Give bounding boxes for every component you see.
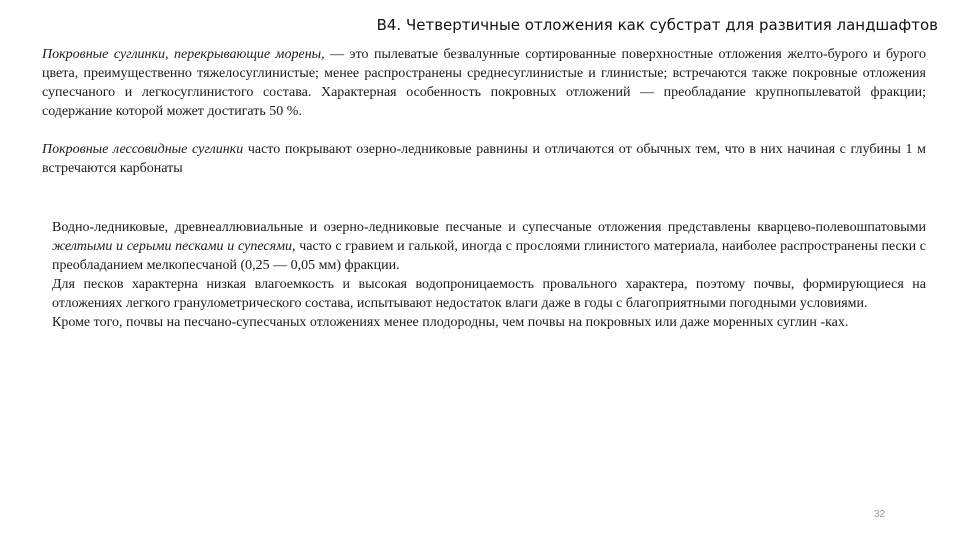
sandy-deposits-description <box>52 218 926 275</box>
paragraph-cover-loams-text: — это пылеватые безвалунные сортированные поверхностные отложения желто-бурого и бурого цвета, преимущественно тяжелосуглинистые; менее распространены среднесуглинистые и глинистые; встречаются также покровные отложения супесчаного и легкосуглинистого состава. Характерная особенность покровных отложений — преобладание крупнопылеватой фракции; содержание которой может достигать 50 %. <box>42 47 926 119</box>
sandy-deposits-intro: Водно-ледниковые, древнеаллювиальные и озерно-ледниковые песчаные и супесчаные отложения представлены кварцево-полевошпатовыми <box>52 220 926 235</box>
page-number: 32 <box>874 509 886 520</box>
paragraph-loess-loams <box>42 140 926 178</box>
paragraph-cover-loams <box>42 45 926 121</box>
slide-title: В4. Четвертичные отложения как субстрат для развития ландшафтов <box>376 16 938 34</box>
sandy-deposits-moisture: Для песков характерна низкая влагоемкость и высокая водопроницаемость провального характера, поэтому почвы, формирующиеся на отложениях легкого гранулометрического состава, испытывают недостаток влаги даже в годы с благоприятными погодными условиями. <box>52 277 926 311</box>
term-loess-loams: Покровные лессовидные суглинки <box>42 142 244 157</box>
sandy-deposits-rest: , часто с гравием и галькой, иногда с прослоями глинистого материала, наиболее распространены пески с преобладанием мелкопесчаной (0,25 — 0,05 мм) фракции. <box>52 239 926 273</box>
sandy-deposits-fertility: Кроме того, почвы на песчано-супесчаных отложениях менее плодородны, чем почвы на покровных или даже моренных суглин -ках. <box>52 315 849 330</box>
paragraph-loess-loams-text: часто покрывают озерно-ледниковые равнины и отличаются от обычных тем, что в них начиная с глубины 1 м встречаются карбонаты <box>42 142 926 176</box>
term-cover-loams: Покровные суглинки, перекрывающие морены, <box>42 47 325 62</box>
paragraph-sandy-deposits <box>52 218 926 332</box>
term-sands: желтыми и серыми песками и супесями <box>52 239 293 254</box>
